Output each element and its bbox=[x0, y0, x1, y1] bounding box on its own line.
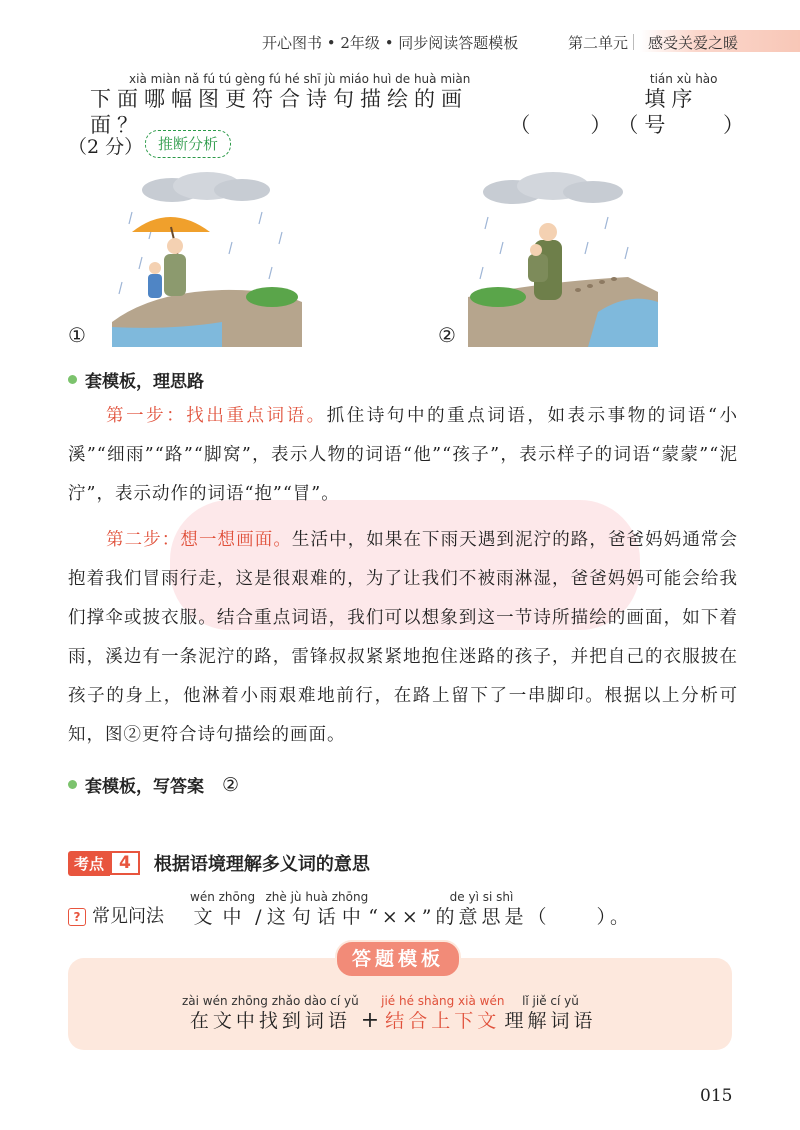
word-pinyin-2: zhè jù huà zhōng bbox=[265, 890, 369, 904]
placeholder-word: “××” bbox=[368, 906, 436, 928]
key-point-header bbox=[68, 850, 370, 876]
common-question-line bbox=[68, 890, 633, 930]
cloud-icon bbox=[142, 172, 270, 202]
word-text-2: 这句话中 bbox=[266, 906, 367, 928]
unit-theme: 感受关爱之暖 bbox=[648, 34, 739, 52]
word-text-1: 文中 bbox=[193, 906, 252, 928]
template-pinyin-1: zài wén zhōng zhǎo dào cí yǔ bbox=[182, 994, 359, 1008]
fill-hint-pinyin: tián xù hào bbox=[649, 72, 718, 86]
caption-2: ② bbox=[438, 323, 456, 347]
section-answer-label: 套模板，写答案 bbox=[85, 777, 204, 797]
book-title: 开心图书 • 2年级 • 同步阅读答题模板 bbox=[262, 34, 519, 52]
paren-close: ） bbox=[723, 113, 750, 137]
template-ruby-2 bbox=[381, 994, 504, 1034]
section-think-label: 套模板，理思路 bbox=[85, 372, 204, 392]
key-point-label: 考点 bbox=[68, 851, 110, 876]
template-pinyin-2: jié hé shàng xià wén bbox=[381, 994, 505, 1008]
caption-1: ① bbox=[68, 323, 86, 347]
step1-paragraph bbox=[68, 397, 738, 514]
plus-sign: + bbox=[360, 1008, 380, 1033]
step1-label: 第一步：找出重点词语。 bbox=[106, 406, 327, 426]
illustration-umbrella bbox=[112, 172, 302, 347]
answer-template-badge: 答题模板 bbox=[335, 940, 461, 978]
answer-value: ② bbox=[222, 773, 240, 796]
inference-tag: 推断分析 bbox=[145, 130, 231, 158]
illustration-carrying-child bbox=[468, 172, 658, 347]
section-think-title bbox=[68, 367, 204, 392]
section-answer-title bbox=[68, 772, 239, 797]
template-text-2: 结合上下文 bbox=[385, 1010, 501, 1032]
template-line bbox=[182, 994, 596, 1034]
word-ruby-1 bbox=[190, 890, 255, 930]
slash: / bbox=[255, 906, 266, 928]
word-ruby-3 bbox=[435, 890, 527, 930]
template-ruby-3 bbox=[504, 994, 596, 1034]
template-pinyin-3: lǐ jiě cí yǔ bbox=[522, 994, 579, 1008]
question-line bbox=[90, 72, 750, 138]
key-point-title: 根据语境理解多义词的意思 bbox=[153, 854, 370, 875]
word-pinyin-1: wén zhōng bbox=[190, 890, 256, 904]
question-score: （2 分） bbox=[68, 136, 144, 158]
bullet-dot-icon bbox=[68, 780, 77, 789]
fill-hint-ruby bbox=[644, 72, 723, 138]
word-pinyin-3: de yì si shì bbox=[449, 890, 514, 904]
question-mark-icon: ? bbox=[68, 908, 86, 926]
question-pinyin: xià miàn nǎ fú tú gèng fú hé shī jù miáo huì de huà miàn bbox=[129, 72, 471, 86]
paren-open: （ bbox=[617, 113, 645, 137]
fill-hint-text: 填序号 bbox=[644, 87, 699, 137]
page-header bbox=[0, 0, 800, 56]
word-ruby-2 bbox=[266, 890, 369, 930]
template-ruby-1 bbox=[182, 994, 359, 1034]
cloud-icon bbox=[483, 172, 623, 204]
bullet-dot-icon bbox=[68, 375, 77, 384]
question-ruby bbox=[90, 72, 509, 138]
template-text-3: 理解词语 bbox=[504, 1010, 597, 1032]
common-question-label: 常见问法 bbox=[92, 906, 164, 927]
word-text-3: 的意思是 bbox=[435, 906, 528, 928]
unit-label: 第二单元 bbox=[568, 34, 629, 52]
header-divider bbox=[633, 34, 634, 50]
step2-text: 生活中，如果在下雨天遇到泥泞的路，爸爸妈妈通常会抱着我们冒雨行走，这是很艰难的，为了让我们不被雨淋湿，爸爸妈妈可能会给我们撑伞或披衣服。结合重点词语，我们可以想象到这一节诗所描绘的画面，如下着雨，溪边有一条泥泞的路，雷锋叔叔紧紧地抱住迷路的孩子，并把自己的衣服披在孩子的身上，他淋着小雨艰难地前行，在路上留下了一串脚印。根据以上分析可知，图②更符合诗句描绘的画面。 bbox=[68, 530, 739, 745]
step2-label: 第二步：想一想画面。 bbox=[106, 530, 292, 550]
template-text-1: 在文中找到词语 bbox=[189, 1010, 351, 1032]
key-point-number: 4 bbox=[110, 851, 140, 875]
page-number: 015 bbox=[700, 1086, 733, 1106]
question-text: 下面哪幅图更符合诗句描绘的画面？ bbox=[90, 87, 468, 137]
answer-blank[interactable]: （ ） bbox=[509, 113, 618, 137]
answer-blank-2[interactable]: （ ）。 bbox=[527, 906, 634, 928]
step2-paragraph bbox=[68, 521, 738, 755]
step1-text: 抓住诗句中的重点词语，如表示事物的词语“小溪”“细雨”“路”“脚窝”，表示人物的词语“他”“孩子”，表示样子的词语“蒙蒙”“泥泞”，表示动作的词语“抱”“冒”。 bbox=[68, 406, 738, 504]
